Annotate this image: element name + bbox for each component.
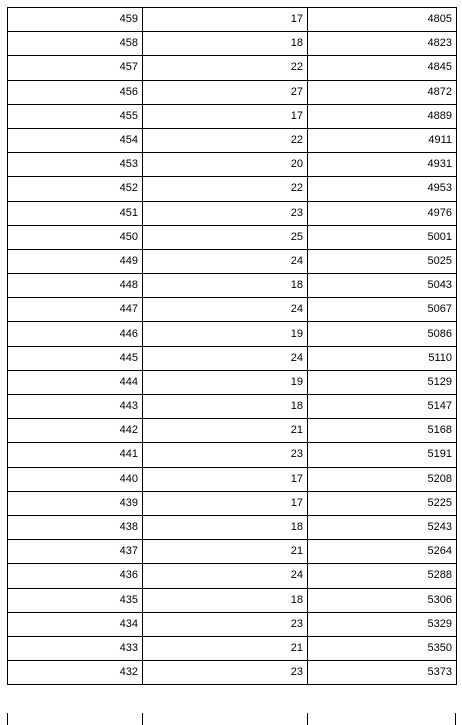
count-cell: 24 (143, 249, 308, 273)
table-row (8, 395, 457, 419)
score-table-container (7, 7, 456, 685)
score-cell: 438 (8, 515, 143, 539)
score-cell: 433 (8, 636, 143, 660)
score-cell: 439 (8, 491, 143, 515)
table-row (8, 636, 457, 660)
score-cell: 445 (8, 346, 143, 370)
table-row (8, 225, 457, 249)
cumulative-cell: 5191 (308, 443, 457, 467)
cumulative-cell: 5129 (308, 370, 457, 394)
score-cell: 455 (8, 104, 143, 128)
cumulative-cell: 5043 (308, 274, 457, 298)
cumulative-cell: 4805 (308, 8, 457, 32)
score-cell: 450 (8, 225, 143, 249)
cumulative-cell: 4889 (308, 104, 457, 128)
table-row (8, 8, 457, 32)
cumulative-cell: 5208 (308, 467, 457, 491)
score-table-body (8, 8, 457, 685)
cumulative-cell: 5147 (308, 395, 457, 419)
table-row (8, 249, 457, 273)
count-cell: 17 (143, 491, 308, 515)
score-cell: 454 (8, 128, 143, 152)
score-cell: 456 (8, 80, 143, 104)
table-row (8, 104, 457, 128)
cumulative-cell: 5110 (308, 346, 457, 370)
count-cell: 17 (143, 8, 308, 32)
column-divider (7, 713, 8, 725)
cumulative-cell: 5243 (308, 515, 457, 539)
table-row (8, 515, 457, 539)
count-cell: 20 (143, 153, 308, 177)
score-cell: 444 (8, 370, 143, 394)
table-row (8, 564, 457, 588)
cumulative-cell: 5306 (308, 588, 457, 612)
cumulative-cell: 4872 (308, 80, 457, 104)
count-cell: 18 (143, 395, 308, 419)
score-cell: 435 (8, 588, 143, 612)
table-row (8, 177, 457, 201)
score-cell: 442 (8, 419, 143, 443)
table-row (8, 153, 457, 177)
count-cell: 23 (143, 201, 308, 225)
score-cell: 440 (8, 467, 143, 491)
column-divider (455, 713, 456, 725)
table-row (8, 661, 457, 685)
count-cell: 18 (143, 588, 308, 612)
count-cell: 27 (143, 80, 308, 104)
score-cell: 452 (8, 177, 143, 201)
cumulative-cell: 4911 (308, 128, 457, 152)
cumulative-cell: 4953 (308, 177, 457, 201)
table-row (8, 467, 457, 491)
cumulative-cell: 5168 (308, 419, 457, 443)
cumulative-cell: 5288 (308, 564, 457, 588)
table-continuation (7, 713, 456, 725)
table-row (8, 443, 457, 467)
table-row (8, 56, 457, 80)
count-cell: 18 (143, 274, 308, 298)
table-row (8, 201, 457, 225)
count-cell: 21 (143, 540, 308, 564)
table-row (8, 32, 457, 56)
table-row (8, 346, 457, 370)
count-cell: 19 (143, 322, 308, 346)
count-cell: 23 (143, 661, 308, 685)
count-cell: 21 (143, 636, 308, 660)
table-row (8, 540, 457, 564)
score-cell: 447 (8, 298, 143, 322)
cumulative-cell: 4931 (308, 153, 457, 177)
cumulative-cell: 5067 (308, 298, 457, 322)
cumulative-cell: 5329 (308, 612, 457, 636)
score-cell: 458 (8, 32, 143, 56)
table-row (8, 491, 457, 515)
cumulative-cell: 4823 (308, 32, 457, 56)
count-cell: 18 (143, 32, 308, 56)
count-cell: 25 (143, 225, 308, 249)
count-cell: 23 (143, 612, 308, 636)
table-row (8, 612, 457, 636)
column-divider (307, 713, 308, 725)
count-cell: 22 (143, 56, 308, 80)
score-cell: 446 (8, 322, 143, 346)
count-cell: 23 (143, 443, 308, 467)
score-cell: 457 (8, 56, 143, 80)
score-cell: 432 (8, 661, 143, 685)
table-row (8, 274, 457, 298)
cumulative-cell: 5086 (308, 322, 457, 346)
table-row (8, 298, 457, 322)
table-row (8, 80, 457, 104)
table-row (8, 370, 457, 394)
table-row (8, 322, 457, 346)
count-cell: 17 (143, 467, 308, 491)
score-cell: 443 (8, 395, 143, 419)
column-divider (142, 713, 143, 725)
count-cell: 22 (143, 177, 308, 201)
count-cell: 22 (143, 128, 308, 152)
cumulative-cell: 5350 (308, 636, 457, 660)
table-row (8, 419, 457, 443)
cumulative-cell: 4976 (308, 201, 457, 225)
score-cell: 434 (8, 612, 143, 636)
cumulative-cell: 5025 (308, 249, 457, 273)
score-cell: 436 (8, 564, 143, 588)
count-cell: 24 (143, 564, 308, 588)
table-row (8, 588, 457, 612)
count-cell: 17 (143, 104, 308, 128)
score-cell: 459 (8, 8, 143, 32)
table-row (8, 128, 457, 152)
cumulative-cell: 5264 (308, 540, 457, 564)
score-cell: 441 (8, 443, 143, 467)
count-cell: 19 (143, 370, 308, 394)
score-cell: 448 (8, 274, 143, 298)
count-cell: 18 (143, 515, 308, 539)
score-table (7, 7, 457, 685)
score-cell: 451 (8, 201, 143, 225)
score-cell: 449 (8, 249, 143, 273)
count-cell: 21 (143, 419, 308, 443)
count-cell: 24 (143, 298, 308, 322)
score-cell: 453 (8, 153, 143, 177)
cumulative-cell: 5225 (308, 491, 457, 515)
cumulative-cell: 5001 (308, 225, 457, 249)
score-cell: 437 (8, 540, 143, 564)
cumulative-cell: 5373 (308, 661, 457, 685)
cumulative-cell: 4845 (308, 56, 457, 80)
count-cell: 24 (143, 346, 308, 370)
